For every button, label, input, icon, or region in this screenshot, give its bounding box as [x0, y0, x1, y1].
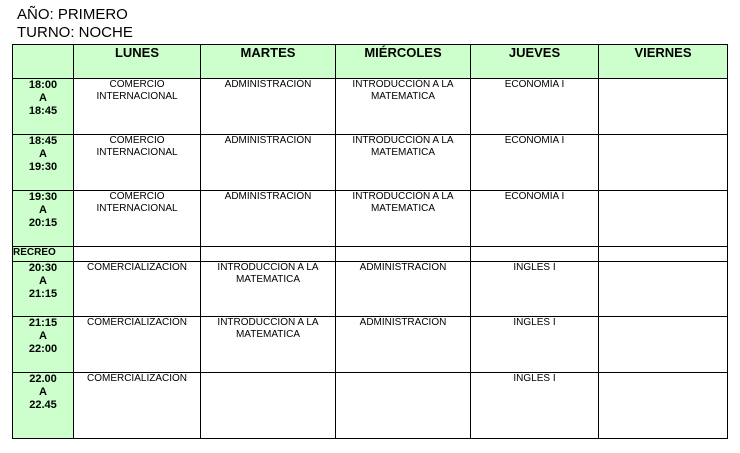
time-slot: 18:00 A 18:45 — [13, 79, 74, 135]
class-cell — [599, 79, 728, 135]
recess-cell — [336, 247, 471, 262]
class-cell: ADMINISTRACIÓN — [201, 191, 336, 247]
class-cell — [599, 317, 728, 373]
schedule-row — [13, 373, 728, 439]
class-cell: INTRODUCCIÓN A LA MATEMATICA — [336, 191, 471, 247]
day-header-viernes: VIERNES — [599, 45, 728, 79]
class-cell — [599, 373, 728, 439]
class-cell: COMERCIALIZACION — [74, 262, 201, 317]
time-slot: 18:45 A 19:30 — [13, 135, 74, 191]
class-cell: COMERCIO INTERNACIONAL — [74, 79, 201, 135]
day-header-martes: MARTES — [201, 45, 336, 79]
schedule-row — [13, 262, 728, 317]
schedule-table — [12, 44, 728, 439]
time-slot: 22.00 A 22.45 — [13, 373, 74, 439]
class-cell: ADMINISTRACIÓN — [201, 135, 336, 191]
class-cell — [599, 135, 728, 191]
class-cell: ECONOMÍA I — [471, 135, 599, 191]
class-cell — [599, 191, 728, 247]
day-header-miercoles: MIÉRCOLES — [336, 45, 471, 79]
year-label: AÑO: PRIMERO — [17, 6, 128, 23]
class-cell — [201, 373, 336, 439]
recess-label: RECREO — [13, 247, 74, 262]
day-header-jueves: JUEVES — [471, 45, 599, 79]
recess-row — [13, 247, 728, 262]
day-header-lunes: LUNES — [74, 45, 201, 79]
schedule-row — [13, 191, 728, 247]
recess-cell — [201, 247, 336, 262]
time-slot: 20:30 A 21:15 — [13, 262, 74, 317]
header-row — [13, 45, 728, 79]
recess-cell — [74, 247, 201, 262]
shift-label: TURNO: NOCHE — [17, 24, 133, 41]
schedule-row — [13, 317, 728, 373]
recess-cell — [599, 247, 728, 262]
class-cell — [599, 262, 728, 317]
class-cell: INTRODUCCIÓN A LA MATEMATICA — [336, 79, 471, 135]
class-cell: COMERCIO INTERNACIONAL — [74, 191, 201, 247]
class-cell: INGLES I — [471, 317, 599, 373]
class-cell — [336, 373, 471, 439]
class-cell: ADMINISTRACIÓN — [201, 79, 336, 135]
class-cell: COMERCIALIZACION — [74, 373, 201, 439]
class-cell: INGLES I — [471, 262, 599, 317]
time-slot: 19:30 A 20:15 — [13, 191, 74, 247]
class-cell: INTRODUCCIÓN A LA MATEMATICA — [336, 135, 471, 191]
class-cell: COMERCIO INTERNACIONAL — [74, 135, 201, 191]
class-cell: INTRODUCCION A LA MATEMATICA — [201, 317, 336, 373]
class-cell: ADMINISTRACION — [336, 262, 471, 317]
class-cell: ECONOMÍA I — [471, 79, 599, 135]
class-cell: COMERCIALIZACION — [74, 317, 201, 373]
corner-cell — [13, 45, 74, 79]
time-slot: 21:15 A 22:00 — [13, 317, 74, 373]
class-cell: ECONOMÍA I — [471, 191, 599, 247]
schedule-row — [13, 135, 728, 191]
schedule-row — [13, 79, 728, 135]
class-cell: INGLES I — [471, 373, 599, 439]
recess-cell — [471, 247, 599, 262]
class-cell: INTRODUCCION A LA MATEMATICA — [201, 262, 336, 317]
class-cell: ADMINISTRACION — [336, 317, 471, 373]
